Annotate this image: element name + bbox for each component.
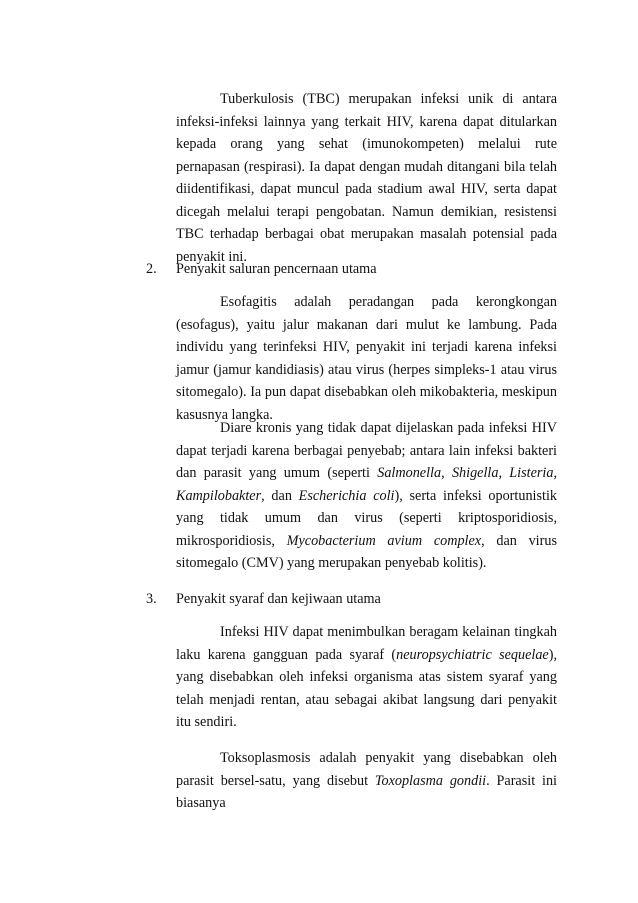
paragraph-text: ), serta infeksi oportunistik yang tidak umum dan virus (seperti kriptosporidiosis, mikrosporidiosis, <box>176 487 557 549</box>
paragraph-text: Diare kronis yang tidak dapat dijelaskan pada infeksi HIV dapat terjadi karena berbagai penyebab; antara lain infeksi bakteri dan parasit yang umum (seperti <box>176 420 557 481</box>
heading-text: Penyakit syaraf dan kejiwaan utama <box>176 591 381 607</box>
section-heading-2 <box>146 258 566 281</box>
paragraph-tuberculosis <box>176 88 557 268</box>
paragraph-text: Infeksi HIV dapat menimbulkan beragam kelainan tingkah laku karena gangguan pada syaraf ( <box>176 624 557 663</box>
paragraph-diare: Diare kronis yang tidak dapat dijelaskan pada infeksi HIV dapat terjadi karena berbagai penyebab; antara lain infeksi bakteri dan parasit yang umum (seperti Salmonella, Shigella, Listeria, Kampilobakter, dan Escherichia coli), serta infeksi oportunistik yang tidak umum dan virus (seperti kriptosporidiosis, mikrosporidiosis, Mycobacterium avium complex, dan virus sitomegalo (CMV) yang merupakan penyebab kolitis). <box>176 420 557 571</box>
paragraph-esofagitis <box>176 291 557 426</box>
paragraph-text: Toksoplasmosis adalah penyakit yang disebabkan oleh parasit bersel-satu, yang disebut <box>176 750 557 789</box>
section-heading-3 <box>146 588 566 611</box>
paragraph-text: , dan virus sitomegalo (CMV) yang merupakan penyebab kolitis). <box>176 532 557 571</box>
species-name: Shigella <box>451 465 499 481</box>
species-name: Escherichia coli <box>298 487 395 504</box>
species-name: Listeria <box>509 465 554 481</box>
heading-number: 2. <box>146 261 157 277</box>
paragraph-toksoplasmosis <box>176 747 557 815</box>
species-name: Salmonella <box>377 465 442 481</box>
italic-term: neuropsychiatric sequelae <box>396 646 549 663</box>
species-name: Toxoplasma gondii <box>374 772 487 789</box>
species-name: Kampilobakter <box>176 487 262 504</box>
paragraph-text: Esofagitis adalah peradangan pada kerongkongan (esofagus), yaitu jalur makanan dari mulut ke lambung. Pada individu yang terinfeksi HIV, penyakit ini terjadi karena infeksi jamur (jamur kandidiasis) atau virus (herpes simpleks-1 atau virus sitomegalo). Ia pun dapat disebabkan oleh mikobakteria, meskipun kasusnya langka. <box>176 294 557 423</box>
paragraph-infeksi-hiv <box>176 621 557 734</box>
heading-text: Penyakit saluran pencernaan utama <box>176 261 377 277</box>
species-name: Mycobacterium avium complex <box>286 532 482 549</box>
paragraph-text: Tuberkulosis (TBC) merupakan infeksi unik di antara infeksi-infeksi lainnya yang terkait HIV, karena dapat ditularkan kepada orang yang sehat (imunokompeten) melalui rute pernapasan (respirasi). Ia dapat dengan mudah ditangani bila telah diidentifikasi, dapat muncul pada stadium awal HIV, serta dapat dicegah melalui terapi pengobatan. Namun demikian, resistensi TBC terhadap berbagai obat merupakan masalah potensial pada penyakit ini. <box>176 91 557 265</box>
paragraph-text: ), yang disebabkan oleh infeksi organisma atas sistem syaraf yang telah menjadi rentan, atau sebagai akibat langsung dari penyakit itu sendiri. <box>176 646 557 730</box>
paragraph-text: . Parasit ini biasanya <box>176 772 557 811</box>
heading-number: 3. <box>146 591 157 607</box>
